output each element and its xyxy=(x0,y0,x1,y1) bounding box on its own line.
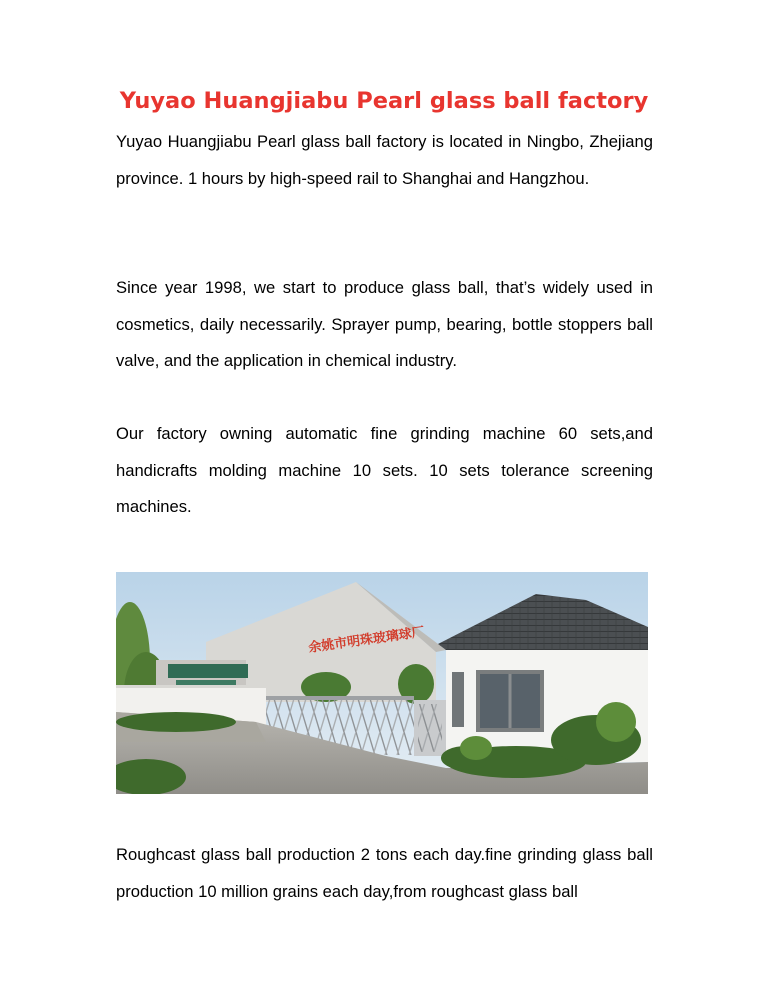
document-title: Yuyao Huangjiabu Pearl glass ball factory xyxy=(119,88,649,114)
paragraph-location: Yuyao Huangjiabu Pearl glass ball factory is located in Ningbo, Zhejiang province. 1 hours by high-speed rail to Shanghai and Hangzhou. xyxy=(116,132,653,188)
factory-photo xyxy=(116,572,648,794)
paragraph-history: Since year 1998, we start to produce glass ball, that’s widely used in cosmetics, daily necessarily. Sprayer pump, bearing, bottle stoppers ball valve, and the application in chemical industry. xyxy=(116,278,653,370)
paragraph-production: Roughcast glass ball production 2 tons each day.fine grinding glass ball production 10 million grains each day,from roughcast glass ball xyxy=(116,845,653,901)
paragraph-equipment: Our factory owning automatic fine grinding machine 60 sets,and handicrafts molding machine 10 sets. 10 sets tolerance screening machines. xyxy=(116,424,653,516)
building-sign: 余姚市明珠玻璃球厂 xyxy=(307,624,426,656)
